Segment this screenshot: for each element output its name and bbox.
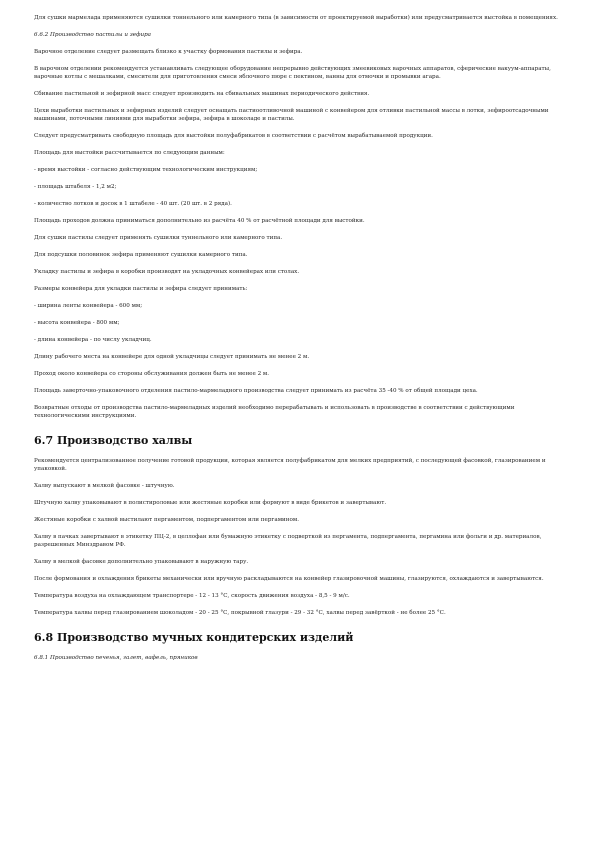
list-item: - количество лотков и досок в 1 штабеле - 40 шт. (20 шт. в 2 ряда). [34,201,232,207]
list-item: - время выстойки - согласно действующим технологическим инструкциям; [34,167,258,173]
block1 [34,14,561,420]
subsection-heading-662: 6.6.2 Производство пастилы и зефира [34,32,152,38]
section-6-7 [34,434,561,617]
paragraph: После формования и охлаждения брикеты механически или вручную раскладываются на конвейер глазировочной машины, глазируются, охлаждаются и завертываются. [34,576,544,582]
paragraph: Размеры конвейера для укладки пастилы и зефира следует принимать: [34,286,248,292]
paragraph: Проход около конвейера со стороны обслуживания должен быть не менее 2 м. [34,371,270,377]
paragraph: Штучную халву упаковывают в полистироловые или жестяные коробки или формуют в виде брикетов и завертывают. [34,500,387,506]
paragraph: Температура воздуха на охлаждающем транспортере - 12 - 13 °С, скорость движения воздуха - 8,5 - 9 м/с. [34,593,350,599]
paragraph: Цехи выработки пастильных и зефирных изделий следует оснащать пастиоотливочной машиной с конвейером для отливки пастильной массы в лотки, зефироотсадочными машинами, поточными линиями для выработки зефира, зефира в шоколаде и пастилы. [34,108,549,122]
section-heading: 6.7 Производство халвы [34,434,193,447]
paragraph: Площадь для выстойки рассчитывается по следующим данным: [34,150,225,156]
list-item: - высота конвейера - 800 мм; [34,320,120,326]
section-6-8 [34,631,561,662]
subsection-heading-681: 6.8.1 Производство печенья, галет, вафель, пряников [34,655,198,661]
paragraph: В варочном отделении рекомендуется устанавливать следующее оборудование непрерывно действующих змеевиковых варочных аппаратов, сферические вакуум-аппараты, варочные котлы с мешалками, смесители для приготовления смеси яблочного пюре с пектином, ванны для отмочки и промывки агара. [34,66,551,80]
paragraph: Халву в пачках завертывают в этикетку ПЦ-2, в целлофан или бумажную этикетку с подверткой из пергамента, подпергамента, пергамина или фольги и др. материалов, разрешенных Минздравом РФ. [34,534,542,548]
paragraph: Для сушки пастилы следует применять сушилки туннельного или камерного типа. [34,235,283,241]
paragraph: Жестяные коробки с халвой выстилают пергаментом, подпергаментом или пергамином. [34,517,299,523]
paragraph: Халву выпускают в мелкой фасовке - штучную. [34,483,175,489]
paragraph: Возвратные отходы от производства пастило-мармеладных изделий необходимо перерабатывать и использовать в производстве в соответствии с действующими технологическими инструкциями. [34,405,515,419]
paragraph: Температура халвы перед глазированием шоколадом - 20 - 25 °С, покрывной глазури - 29 - 32 °С, халвы перед завёрткой - не более 25 °С. [34,610,446,616]
paragraph: Сбивание пастильной и зефирной масс следует производить на сбивальных машинах периодического действия. [34,91,370,97]
paragraph: Варочное отделение следует размещать близко к участку формования пастилы и зефира. [34,49,303,55]
paragraph: Для сушки мармелада применяются сушилки тоннельного или камерного типа (в зависимости от проектируемой выработки) или предусматривается выстойка в помещениях. [34,15,558,21]
paragraph: Халву в мелкой фасовке дополнительно упаковывают в наружную тару. [34,559,249,565]
list-item: - ширина ленты конвейера - 600 мм; [34,303,143,309]
paragraph: Укладку пастилы и зефира в коробки производят на укладочных конвейерах или столах. [34,269,300,275]
paragraph: Следует предусматривать свободную площадь для выстойки полуфабрикатов в соответствии с расчётом вырабатываемой продукции. [34,133,433,139]
paragraph: Рекомендуется централизованное получение готовой продукции, которая является полуфабрикатом для мелких предприятий, с последующей фасовкой, глазированием и упаковкой. [34,458,546,472]
list-item: - площадь штабеля - 1,2 м2; [34,184,117,190]
section-heading: 6.8 Производство мучных кондитерских изделий [34,631,354,644]
paragraph: Площадь проходов должна приниматься дополнительно из расчёта 40 % от расчётной площади для выстойки. [34,218,365,224]
paragraph: Площадь заверточно-упаковочного отделения пастило-мармеладного производства следует принимать из расчёта 35 -40 % от общей площади цеха. [34,388,478,394]
list-item: - длина конвейера - по числу укладчиц. [34,337,152,343]
paragraph: Для подсушки половинок зефира применяют сушилки камерного типа. [34,252,248,258]
paragraph: Длину рабочего места на конвейере для одной укладчицы следует принимать не менее 2 м. [34,354,310,360]
